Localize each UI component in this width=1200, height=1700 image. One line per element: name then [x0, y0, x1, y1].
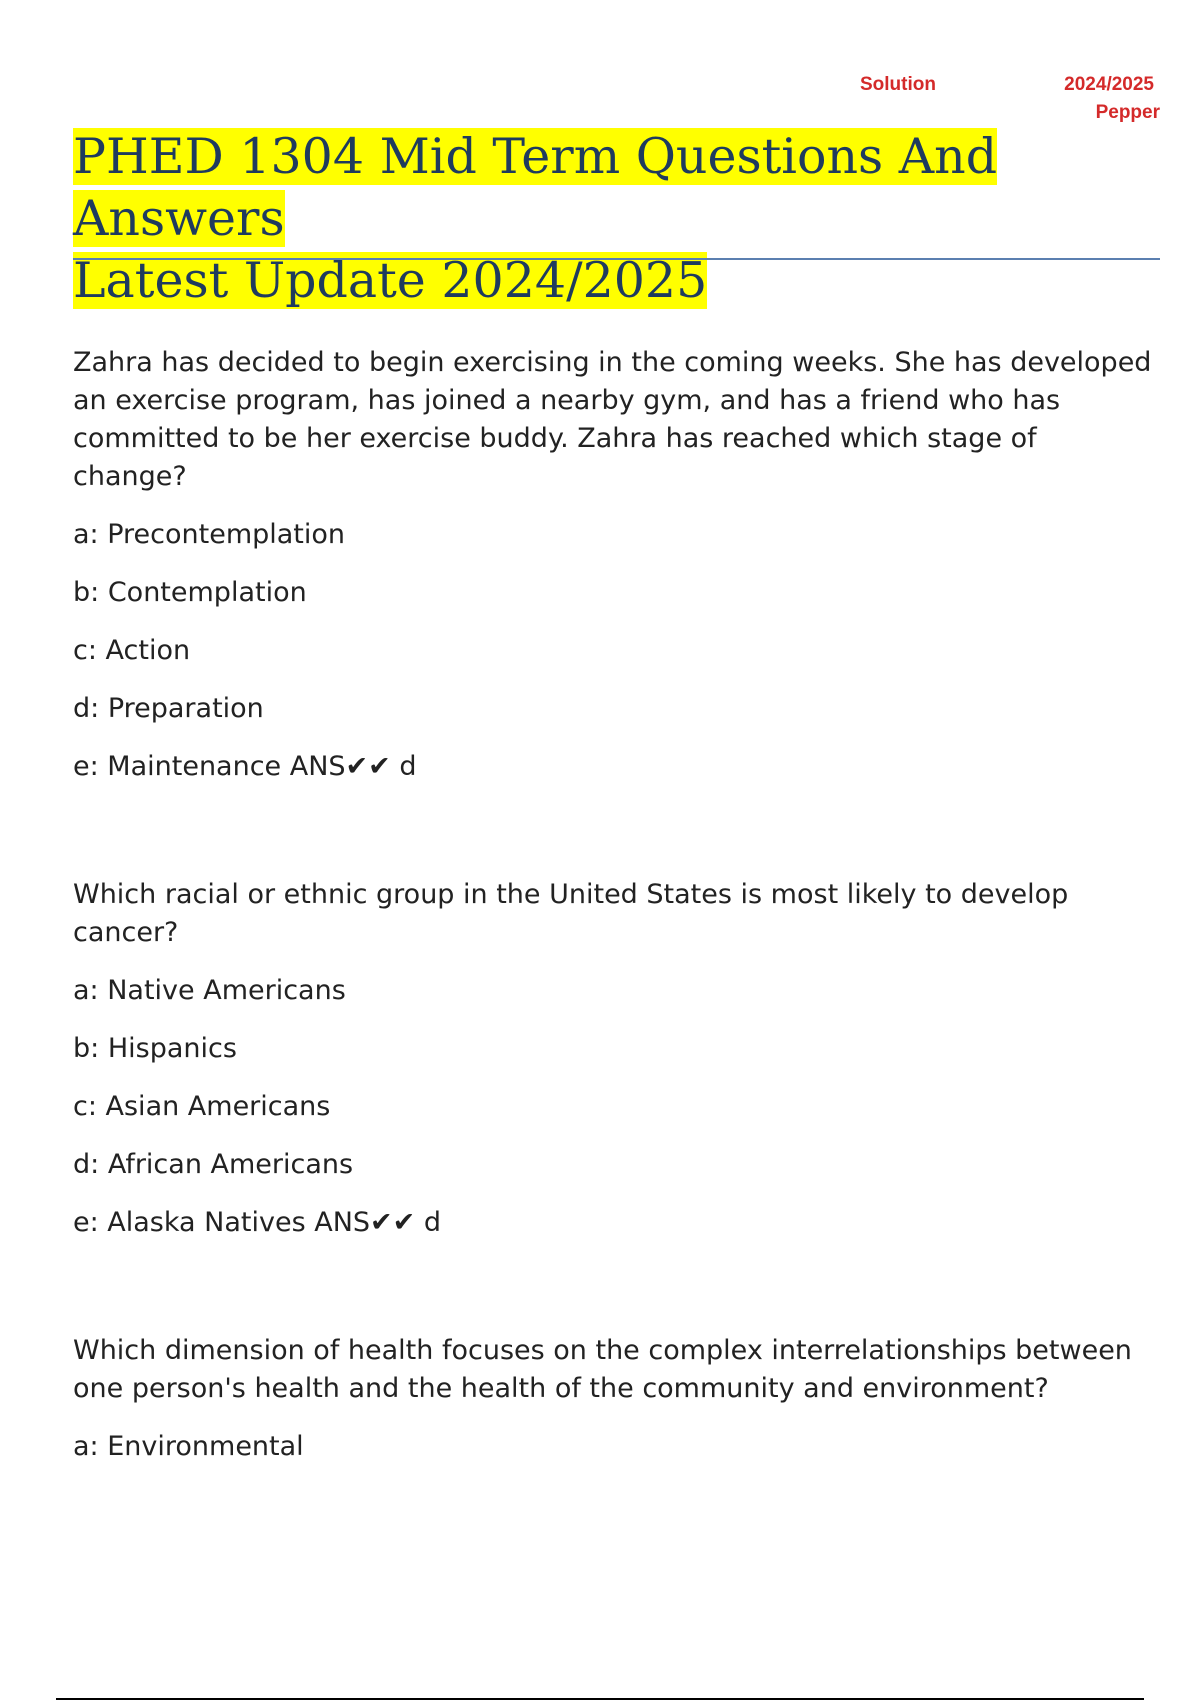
- question-text: Which racial or ethnic group in the United States is most likely to develop cancer?: [73, 879, 1069, 948]
- title-line-2: Latest Update 2024/2025: [73, 252, 708, 309]
- questions-list: [73, 344, 1153, 1556]
- answer-option: a: Native Americans: [73, 975, 346, 1006]
- answer-option: a: Precontemplation: [73, 519, 346, 550]
- answer-option: d: Preparation: [73, 693, 264, 724]
- question-text: Which dimension of health focuses on the complex interrelationships between one person's health and the health of the community and environment?: [73, 1335, 1132, 1404]
- answer-option: b: Contemplation: [73, 577, 307, 608]
- header-author-label: Pepper: [1095, 102, 1160, 123]
- document-title: [73, 126, 1163, 312]
- answer-option: d: African Americans: [73, 1149, 354, 1180]
- question-2: [73, 876, 1153, 1242]
- answer-option: b: Hispanics: [73, 1033, 237, 1064]
- title-line-1: PHED 1304 Mid Term Questions And Answers: [73, 128, 998, 247]
- answer-option: c: Asian Americans: [73, 1091, 331, 1122]
- answer-option: e: Maintenance ANS✔✔ d: [73, 751, 417, 782]
- answer-option: a: Environmental: [73, 1431, 304, 1462]
- question-3: [73, 1332, 1153, 1466]
- title-divider: [73, 258, 1160, 260]
- question-text: Zahra has decided to begin exercising in the coming weeks. She has developed an exercise program, has joined a nearby gym, and has a friend who has committed to be her exercise buddy. Zahra has reached which stage of change?: [73, 347, 1152, 492]
- answer-option: c: Action: [73, 635, 191, 666]
- header-solution-label: Solution: [860, 74, 936, 95]
- question-1: [73, 344, 1153, 786]
- answer-option: e: Alaska Natives ANS✔✔ d: [73, 1207, 442, 1238]
- header-year-label: 2024/2025: [1064, 74, 1154, 95]
